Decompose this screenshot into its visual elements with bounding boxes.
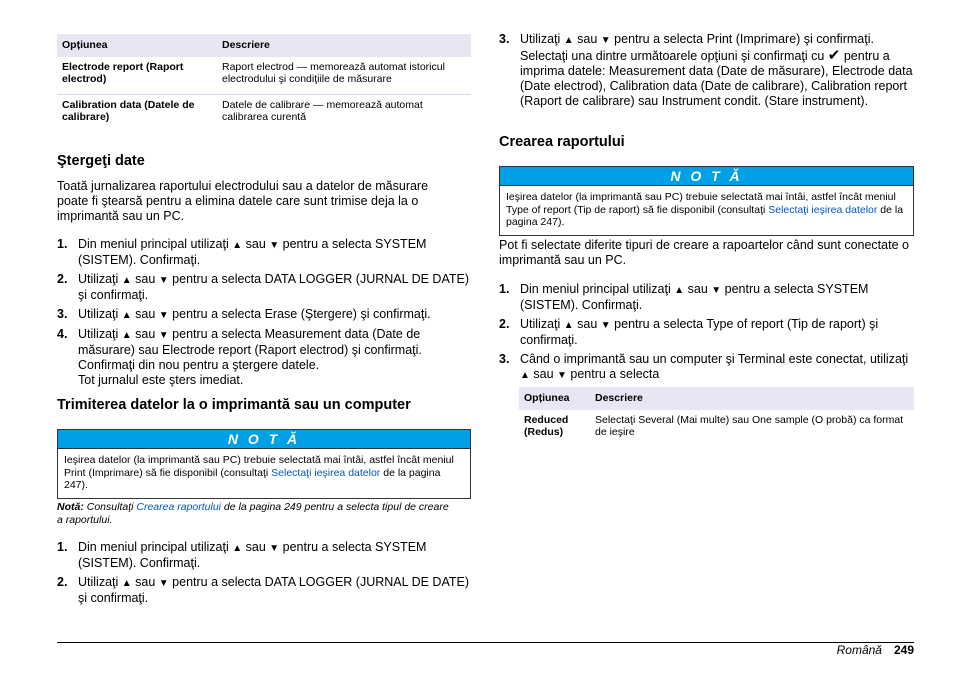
down-arrow-icon: ▼ <box>158 275 169 286</box>
list-item: 2. Utilizaţi ▲ sau ▼ pentru a selecta Type of report (Tip de raport) şi confirmaţi. <box>499 317 879 347</box>
delete-intro: Toată jurnalizarea raportului electrodului sau a datelor de măsurare poate fi ştearsă pentru a elimina datele care sunt trimise deja la o imprimantă sau un PC. <box>57 179 429 223</box>
checkmark-icon: ✔ <box>827 47 841 64</box>
table-cell-option: Calibration data (Datele de calibrare) <box>62 98 195 123</box>
down-arrow-icon: ▼ <box>269 240 280 251</box>
up-arrow-icon: ▲ <box>232 240 243 251</box>
table-row <box>57 94 471 132</box>
section-title-delete: Ştergeţi date <box>57 153 145 169</box>
up-arrow-icon: ▲ <box>520 370 530 381</box>
note-header: N O T Ă <box>58 430 470 449</box>
down-arrow-icon: ▼ <box>600 35 611 46</box>
table-cell-description: Datele de calibrare — memorează automat calibrarea curentă <box>222 98 423 123</box>
note-box <box>499 166 914 236</box>
list-item: 1. Din meniul principal utilizaţi ▲ sau ▼ pentru a selecta SYSTEM (SISTEM). Confirmaţi. <box>57 237 427 267</box>
list-item: 2. Utilizaţi ▲ sau ▼ pentru a selecta DATA LOGGER (JURNAL DE DATE) şi confirmaţi. <box>57 272 470 302</box>
table-header-description: Descriere <box>217 34 471 57</box>
down-arrow-icon: ▼ <box>158 578 169 589</box>
list-item: 1. Din meniul principal utilizaţi ▲ sau ▼ pentru a selecta SYSTEM (SISTEM). Confirmaţi. <box>57 540 427 570</box>
up-arrow-icon: ▲ <box>674 285 685 296</box>
table-cell-option: Electrode report (Raport electrod) <box>57 57 217 95</box>
down-arrow-icon: ▼ <box>711 285 722 296</box>
up-arrow-icon: ▲ <box>563 35 574 46</box>
down-arrow-icon: ▼ <box>557 370 567 381</box>
note-body: Ieşirea datelor (la imprimantă sau PC) trebuie selectată mai întâi, astfel încât meniul Print (Imprimare) să fie disponibil (consultaţi Selectaţi ieşirea datelor de la pagina 247). <box>64 454 454 491</box>
up-arrow-icon: ▲ <box>563 320 574 331</box>
list-item: 1. Din meniul principal utilizaţi ▲ sau ▼ pentru a selecta SYSTEM (SISTEM). Confirmaţi. <box>499 282 869 312</box>
down-arrow-icon: ▼ <box>158 330 169 341</box>
link-select-data-output[interactable]: Selectaţi ieşirea datelor <box>768 203 878 216</box>
table-cell-option: Reduced (Redus) <box>524 413 569 438</box>
section-title-send: Trimiterea datelor la o imprimantă sau un computer <box>57 397 411 413</box>
footer-rule <box>57 642 914 643</box>
table-cell-description: Selectaţi Several (Mai multe) sau One sample (O probă) ca format de ieşire <box>595 413 904 438</box>
list-item: 3. Când o imprimantă sau un computer şi Terminal este conectat, utilizaţi ▲ sau ▼ pentru a selecta <box>499 352 909 381</box>
send-steps <box>57 540 471 610</box>
create-steps <box>499 282 914 387</box>
link-create-report[interactable]: Crearea raportului <box>136 501 222 513</box>
table-cell-description: Raport electrod — memorează automat istoricul electrodului şi condiţiile de măsurare <box>217 57 471 95</box>
down-arrow-icon: ▼ <box>158 310 169 321</box>
up-arrow-icon: ▲ <box>121 578 132 589</box>
footnote: Notă: Consultaţi Crearea raportului de la pagina 249 pentru a selecta tipul de creare a raportului. <box>57 501 449 526</box>
options-table <box>57 34 471 132</box>
up-arrow-icon: ▲ <box>121 330 132 341</box>
delete-steps <box>57 237 471 392</box>
create-intro: Pot fi selectate diferite tipuri de creare a rapoartelor când sunt conectate o imprimantă sau un PC. <box>499 238 909 267</box>
link-select-data-output[interactable]: Selectaţi ieşirea datelor <box>271 466 381 479</box>
note-body: Ieşirea datelor (la imprimantă sau PC) trebuie selectată mai întâi, astfel încât meniul Type of report (Tip de raport) să fie disponibil (consultaţi Selectaţi ieşirea datelor de la pagina 247). <box>506 191 904 228</box>
list-item: 3. Utilizaţi ▲ sau ▼ pentru a selecta Print (Imprimare) şi confirmaţi. Selectaţi una dintre următoarele opţiuni şi confirmaţi cu ✔ pentru a imprima datele: Measurement data (Date de măsurare), Electrode data (Date electrod), Calibration data (Date de calibrare), Calibration report (Raport de calibrare) sau Instrument condit. (Stare instrument). <box>499 32 913 108</box>
section-title-create-report: Crearea raportului <box>499 134 625 150</box>
up-arrow-icon: ▲ <box>121 310 132 321</box>
down-arrow-icon: ▼ <box>269 543 280 554</box>
note-box <box>57 429 471 499</box>
list-item: 2. Utilizaţi ▲ sau ▼ pentru a selecta DATA LOGGER (JURNAL DE DATE) şi confirmaţi. <box>57 575 470 605</box>
table-header-option: Opțiunea <box>57 34 217 57</box>
table-row <box>57 57 471 95</box>
page-number: 249 <box>893 643 914 657</box>
up-arrow-icon: ▲ <box>232 543 243 554</box>
list-item: 3. Utilizaţi ▲ sau ▼ pentru a selecta Erase (Ştergere) şi confirmaţi. <box>57 307 431 321</box>
note-header: N O T Ă <box>500 167 913 186</box>
down-arrow-icon: ▼ <box>600 320 611 331</box>
table-row <box>519 410 914 447</box>
table-header-option: Opțiunea <box>519 387 590 410</box>
table-header-description: Descriere <box>590 387 914 410</box>
report-type-table <box>519 387 914 447</box>
step-result: Tot jurnalul este şters imediat. <box>78 373 244 387</box>
page-footer <box>837 643 914 657</box>
up-arrow-icon: ▲ <box>121 275 132 286</box>
footer-language: Română <box>836 643 882 657</box>
list-item: 4. Utilizaţi ▲ sau ▼ pentru a selecta Measurement data (Date de măsurare) sau Electrode report (Raport electrod) şi confirmaţi. Confirmaţi din nou pentru a ştergere datele. Tot jurnalul este şters imediat. <box>57 327 422 387</box>
print-step <box>499 32 914 113</box>
